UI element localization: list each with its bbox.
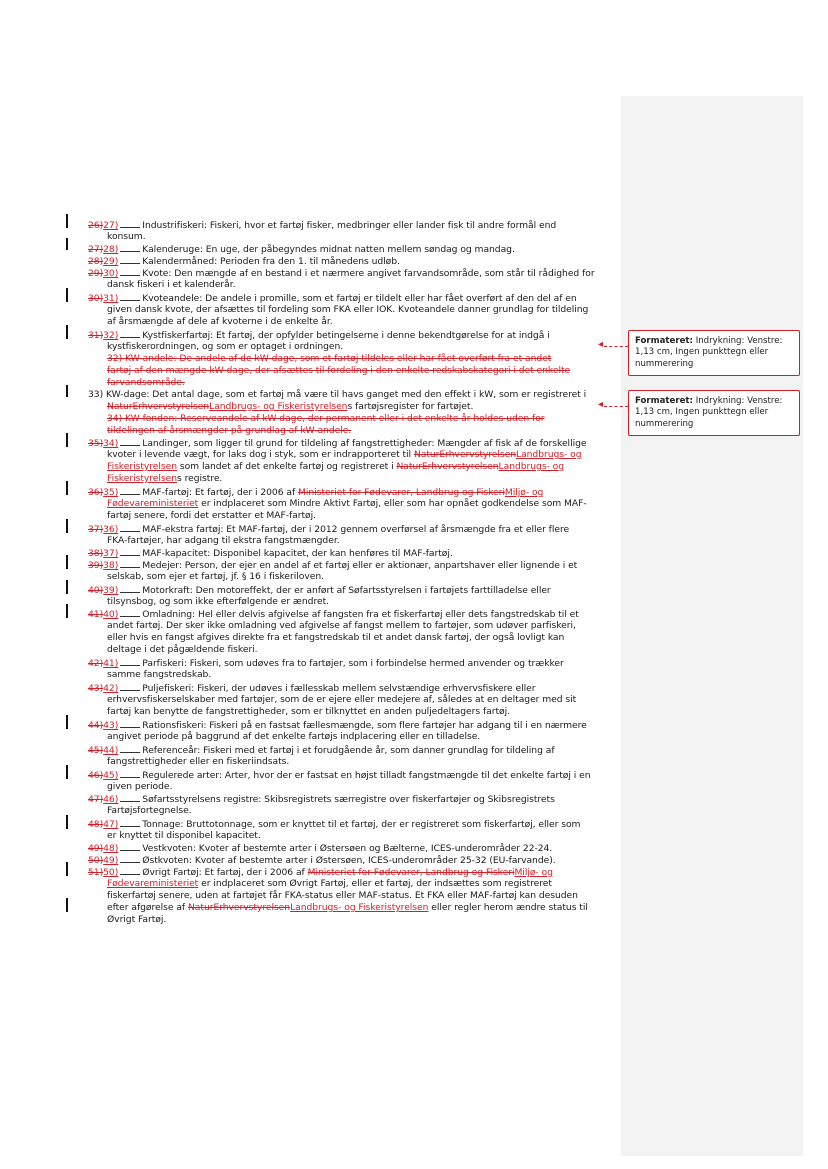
- body-text: Kalendermåned: Perioden fra den 1. til månedens udløb.: [142, 256, 400, 267]
- document-line: [107, 706, 510, 718]
- new-number: 30): [103, 268, 119, 279]
- document-line: [88, 584, 551, 597]
- document-line: [107, 694, 576, 706]
- document-line: [107, 425, 351, 437]
- old-number: 30): [88, 293, 104, 304]
- body-text: dansk fiskeri i et kalenderår.: [107, 279, 236, 290]
- body-text: Rationsfiskeri: Fiskeri på en fastsat fællesmængde, som flere fartøjer har adgang til i en nærmere: [142, 720, 587, 731]
- new-number: 34): [103, 438, 119, 449]
- new-number: 37): [103, 548, 119, 559]
- tab-leader: [120, 243, 140, 252]
- old-number: 51): [88, 867, 104, 878]
- body-text: MAF-fartøj: Et fartøj, der i 2006 af: [142, 487, 299, 498]
- body-text: Regulerede arter: Arter, hvor der er fastsat en højst tilladt fangstmængde til det enkelte fartøj i en: [142, 770, 591, 781]
- inserted-text: Landbrugs- og: [498, 461, 565, 472]
- old-number: 49): [88, 843, 104, 854]
- body-text: eller hvis en fangst afgives direkte fra et fangstredskab til et andet dansk fartøj, der også lovligt kan: [107, 632, 565, 643]
- document-line: [88, 437, 586, 450]
- old-number: 38): [88, 548, 104, 559]
- old-number: 44): [88, 720, 104, 731]
- new-number: 28): [103, 244, 119, 255]
- document-line: [88, 682, 535, 695]
- document-line: [88, 486, 543, 499]
- body-text: samme fangstredskab.: [107, 669, 212, 680]
- body-text: Øvrigt Fartøj: Et fartøj, der i 2006 af: [142, 867, 308, 878]
- body-text: Parfiskeri: Fiskeri, som udøves fra to fartøjer, som i forbindelse hermed anvender og trækker: [142, 658, 564, 669]
- document-line: [107, 377, 185, 389]
- change-bar: [66, 765, 68, 779]
- body-text: MAF-ekstra fartøj: Et MAF-fartøj, der i 2012 gennem overførsel af årsmængde fra et eller flere: [142, 524, 570, 535]
- change-bar: [66, 580, 68, 594]
- inserted-text: Landbrugs- og Fiskeristyrelsen: [290, 902, 429, 913]
- deleted-text: Ministeriet for Fødevarer, Landbrug og Fiskeri: [298, 487, 505, 498]
- balloon-label: Formateret:: [635, 396, 693, 406]
- document-line: [107, 632, 564, 644]
- body-text: selskab, som ejer et fartøj, jf. § 16 i fiskeriloven.: [107, 571, 324, 582]
- new-number: 42): [103, 683, 119, 694]
- document-line: [107, 620, 576, 632]
- balloon-connector: [604, 406, 628, 407]
- new-number: 49): [103, 855, 119, 866]
- document-line: [88, 842, 552, 855]
- document-line: [107, 596, 329, 608]
- inserted-text: Miljø- og: [504, 487, 544, 498]
- anchor-arrow-icon: ◂: [598, 399, 604, 410]
- document-line: [88, 547, 453, 560]
- change-bar: [66, 481, 68, 495]
- document-line: [107, 571, 324, 583]
- tab-leader: [120, 267, 140, 276]
- document-line: [107, 449, 582, 461]
- document-line: [88, 866, 553, 879]
- document-line: [107, 316, 333, 328]
- body-text: fangstrettigheder eller en fiskeriindsats.: [107, 756, 290, 767]
- document-line: [107, 914, 166, 926]
- body-text: tilsynsbog, og som ikke efterfølgende er ændret.: [107, 596, 330, 607]
- tab-leader: [120, 793, 140, 802]
- change-bar: [66, 214, 68, 228]
- body-text: Referenceår: Fiskeri med et fartøj i et forudgående år, som danner grundlag for tildeling af: [142, 745, 555, 756]
- body-text: af årsmængde af dele af kvoterne i de enkelte år.: [107, 316, 333, 327]
- document-line: [88, 329, 550, 342]
- body-text: fiskerfartøj senere, uden at fartøjet får FKA-status eller MAF-status. Et FKA eller MAF-fartøj kan desuden: [107, 890, 578, 901]
- document-line: [107, 413, 545, 425]
- inserted-text: Fiskeristyrelsen: [107, 461, 177, 472]
- old-number: 37): [88, 524, 104, 535]
- old-number: 29): [88, 268, 104, 279]
- old-number: 28): [88, 256, 104, 267]
- body-text: kvoter i levende vægt, for laks dog i styk, som er indrapporteret til: [107, 449, 414, 460]
- body-text: Kvoteandele: De andele i promille, som et fartøj er tildelt eller har fået overført af den del af en: [142, 293, 577, 304]
- document-line: [88, 744, 555, 757]
- balloon-connector: [604, 346, 628, 347]
- tab-leader: [120, 854, 140, 863]
- deleted-text: tildelingen af årsmængder på grundlag af kW-andele.: [107, 425, 352, 436]
- inserted-text: Landbrugs- og Fiskeristyrelsen: [209, 401, 348, 412]
- document-line: [107, 341, 343, 353]
- inserted-text: Fiskeristyrelsen: [107, 473, 177, 484]
- balloon-label: Formateret:: [635, 336, 693, 346]
- change-bar: [66, 898, 68, 912]
- body-text: given periode.: [107, 781, 173, 792]
- body-text: s registre.: [177, 473, 223, 484]
- document-line: [107, 473, 222, 485]
- change-bar: [66, 288, 68, 302]
- document-line: [107, 365, 570, 377]
- document-line: [107, 535, 340, 547]
- new-number: 40): [103, 609, 119, 620]
- document-line: [88, 818, 580, 831]
- old-number: 36): [88, 487, 104, 498]
- old-number: 27): [88, 244, 104, 255]
- old-number: 48): [88, 819, 104, 830]
- old-number: 42): [88, 658, 104, 669]
- new-number: 46): [103, 794, 119, 805]
- body-text: deltage i det pågældende fiskeri.: [107, 644, 258, 655]
- tab-leader: [120, 559, 140, 568]
- balloon-text: Indrykning: Venstre: 1,13 cm, Ingen punkttegn eller nummerering: [635, 336, 783, 369]
- document-line: [88, 292, 577, 305]
- inserted-text: Fødevareministeriet: [107, 498, 199, 509]
- change-bar: [66, 433, 68, 447]
- document-line: [88, 389, 586, 401]
- deleted-text: NaturErhvervstyrelsen: [413, 449, 517, 460]
- document-line: [107, 902, 588, 914]
- inserted-text: Miljø- og: [514, 867, 553, 878]
- document-line: [88, 255, 400, 268]
- old-number: 43): [88, 683, 104, 694]
- body-text: Østkvoten: Kvoter af bestemte arter i Østersøen, ICES-underområder 25-32 (EU-farvande).: [142, 855, 556, 866]
- change-bar: [66, 862, 68, 876]
- balloon-text: Indrykning: Venstre: 1,13 cm, Ingen punkttegn eller nummerering: [635, 396, 783, 429]
- change-bar: [66, 715, 68, 729]
- change-bar: [66, 555, 68, 569]
- inserted-text: Fødevareministeriet: [107, 878, 199, 889]
- document-line: [88, 267, 595, 280]
- tab-leader: [120, 255, 140, 264]
- document-line: [107, 890, 578, 902]
- tab-leader: [120, 866, 140, 875]
- deleted-text: Ministeriet for Fødevarer, Landbrug og Fiskeri: [307, 867, 515, 878]
- body-text: efter afgørelse af: [107, 902, 188, 913]
- change-bar: [66, 604, 68, 618]
- body-text: Vestkvoten: Kvoter af bestemte arter i Østersøen og Bælterne, ICES-underområder 22-24.: [142, 843, 553, 854]
- tab-leader: [120, 769, 140, 778]
- deleted-text: 34) KW-fonden: Reservеandele af kW-dage, der permanent eller i det enkelte år holdes uden for: [107, 413, 545, 424]
- old-number: 50): [88, 855, 104, 866]
- document-line: [88, 219, 556, 232]
- body-text: erhvervsfiskerselskaber med fartøjer, som de er ejere eller medejere af, således at en deltager med sit: [107, 694, 577, 705]
- change-bar: [66, 325, 68, 339]
- document-line: [88, 657, 564, 670]
- old-number: 46): [88, 770, 104, 781]
- body-text: som landet af det enkelte fartøj og registreret i: [177, 461, 397, 472]
- body-text: er knyttet til disponibel kapacitet.: [107, 830, 261, 841]
- tab-leader: [120, 818, 140, 827]
- tab-leader: [120, 682, 140, 691]
- body-text: angivet periode på baggrund af det enkelte fartøjs indplacering eller en tilladelse.: [107, 731, 481, 742]
- tab-leader: [120, 523, 140, 532]
- document-line: [107, 510, 316, 522]
- new-number: 35): [103, 487, 119, 498]
- tab-leader: [120, 657, 140, 666]
- document-line: [107, 461, 564, 473]
- new-number: 41): [103, 658, 119, 669]
- body-text: Motorkraft: Den motoreffekt, der er anført af Søfartsstyrelsen i fartøjets farttilladelse eller: [142, 585, 551, 596]
- deleted-text: NaturErhvervstyrelsen: [396, 461, 499, 472]
- document-line: [107, 756, 289, 768]
- old-number: 45): [88, 745, 104, 756]
- document-line: [88, 608, 579, 621]
- body-text: andet fartøj. Der sker ikke omladning ved afgivelse af fangst mellem to fartøjer, som udøver parfiskeri,: [107, 620, 576, 631]
- document-line: [107, 830, 261, 842]
- tab-leader: [120, 437, 140, 446]
- body-text: MAF-kapacitet: Disponibel kapacitet, der kan henføres til MAF-fartøj.: [142, 548, 453, 559]
- document-line: [88, 243, 515, 256]
- document-line: [107, 498, 587, 510]
- body-text: Industrifiskeri: Fiskeri, hvor et fartøj fisker, medbringer eller lander fisk til andre formål end: [142, 220, 557, 231]
- document-line: [88, 719, 587, 732]
- new-number: 31): [103, 293, 119, 304]
- body-text: konsum.: [107, 231, 146, 242]
- tab-leader: [120, 584, 140, 593]
- change-bar: [66, 238, 68, 250]
- new-number: 29): [103, 256, 119, 267]
- tab-leader: [120, 486, 140, 495]
- deleted-text: fartøj af den mængde kW-dage, der afsættes til fordeling i den enkelte redskabskategori i det enkelte: [107, 365, 571, 376]
- tab-leader: [120, 329, 140, 338]
- body-text: given dansk kvote, der afsættes til fordeling som FKA eller IOK. Kvoteandele danner grundlag for tildeling: [107, 304, 589, 315]
- document-line: [107, 781, 172, 793]
- body-text: er indplaceret som Øvrigt Fartøj, eller et fartøj, der indsættes som registreret: [198, 878, 552, 889]
- deleted-text: NaturErhvervstyrelsen: [107, 401, 210, 412]
- body-text: Kalenderuge: En uge, der påbegyndes midnat natten mellem søndag og mandag.: [142, 244, 515, 255]
- deleted-text: NaturErhvervstyrelsen: [187, 902, 291, 913]
- document-line: [107, 878, 552, 890]
- body-text: Fartøjsfortegnelse.: [107, 805, 192, 816]
- document-line: [88, 854, 556, 867]
- change-bar: [66, 519, 68, 533]
- body-text: Landinger, som ligger til grund for tildeling af fangstrettigheder: Mængder af fisk af de forskellige: [142, 438, 587, 449]
- tab-leader: [120, 719, 140, 728]
- new-number: 27): [103, 220, 119, 231]
- body-text: eller regler herom ændre status til: [428, 902, 588, 913]
- new-number: 44): [103, 745, 119, 756]
- document-line: [107, 805, 192, 817]
- body-text: Øvrigt Fartøj.: [107, 914, 167, 925]
- tab-leader: [120, 842, 140, 851]
- body-text: Omladning: Hel eller delvis afgivelse af fangsten fra et fiskerfartøj eller dets fangstredskab til et: [142, 609, 579, 620]
- body-text: FKA-fartøjer, har adgang til ekstra fangstmængder.: [107, 535, 340, 546]
- body-text: 33) KW-dage: Det antal dage, som et fartøj må være til havs ganget med den effekt i kW, som er registreret i: [88, 389, 587, 400]
- body-text: Kystfiskerfartøj: Et fartøj, der opfylder betingelserne i denne bekendtgørelse for at indgå i: [142, 330, 550, 341]
- deleted-text: farvandsområde.: [107, 377, 185, 388]
- body-text: Kvote: Den mængde af en bestand i et nærmere angivet farvandsområde, som står til rådighed for: [142, 268, 595, 279]
- anchor-arrow-icon: ◂: [598, 339, 604, 350]
- document-line: [88, 523, 569, 536]
- new-number: 38): [103, 560, 119, 571]
- inserted-text: Landbrugs- og: [516, 449, 582, 460]
- format-balloon[interactable]: [628, 390, 800, 436]
- tab-leader: [120, 219, 140, 228]
- new-number: 39): [103, 585, 119, 596]
- body-text: fartøj kan benytte de fangstrettigheder, som er tilknyttet en anden puljedeltagers fartøj.: [107, 706, 510, 717]
- body-text: er indplaceret som Mindre Aktivt Fartøj, eller som har opnået godkendelse som MAF-: [198, 498, 587, 509]
- body-text: Medejer: Person, der ejer en andel af et fartøj eller er aktionær, anpartshaver eller lignende i et: [142, 560, 578, 571]
- new-number: 32): [103, 330, 119, 341]
- new-number: 43): [103, 720, 119, 731]
- tab-leader: [120, 608, 140, 617]
- body-text: Tonnage: Bruttotonnage, som er knyttet til et fartøj, der er registreret som fiskerfartøj, eller som: [142, 819, 581, 830]
- old-number: 41): [88, 609, 104, 620]
- tab-leader: [120, 547, 140, 556]
- old-number: 39): [88, 560, 104, 571]
- document-line: [107, 731, 480, 743]
- document-line: [107, 231, 146, 243]
- new-number: 36): [103, 524, 119, 535]
- document-line: [88, 793, 555, 806]
- body-text: fartøj senere, fordi det erstatter et MAF-fartøj.: [107, 510, 316, 521]
- change-bar: [66, 385, 68, 397]
- document-line: [107, 669, 211, 681]
- body-text: Puljefiskeri: Fiskeri, der udøves i fællesskab mellem selvstændige erhvervsfiskere eller: [142, 683, 536, 694]
- document-line: [107, 279, 236, 291]
- old-number: 35): [88, 438, 104, 449]
- new-number: 45): [103, 770, 119, 781]
- document-line: [88, 769, 591, 782]
- document-line: [107, 644, 258, 656]
- old-number: 40): [88, 585, 104, 596]
- format-balloon[interactable]: [628, 330, 800, 376]
- deleted-text: 32) KW-andele: De andele af de kW-dage, som et fartøj tildeles eller har fået overført fra et andet: [107, 353, 552, 364]
- body-text: s fartøjsregister for fartøjet.: [347, 401, 474, 412]
- document-line: [107, 304, 588, 316]
- old-number: 31): [88, 330, 104, 341]
- old-number: 26): [88, 220, 104, 231]
- body-text: Søfartsstyrelsens registre: Skibsregistrets særregistre over fiskerfartøjer og Skibsregistrets: [142, 794, 555, 805]
- old-number: 47): [88, 794, 104, 805]
- new-number: 50): [103, 867, 119, 878]
- change-bar: [66, 815, 68, 829]
- body-text: kystfiskerordningen, og som er optaget i ordningen.: [107, 341, 344, 352]
- document-line: [107, 401, 473, 413]
- document-line: [107, 353, 551, 365]
- tab-leader: [120, 292, 140, 301]
- new-number: 47): [103, 819, 119, 830]
- new-number: 48): [103, 843, 119, 854]
- tab-leader: [120, 744, 140, 753]
- document-line: [88, 559, 577, 572]
